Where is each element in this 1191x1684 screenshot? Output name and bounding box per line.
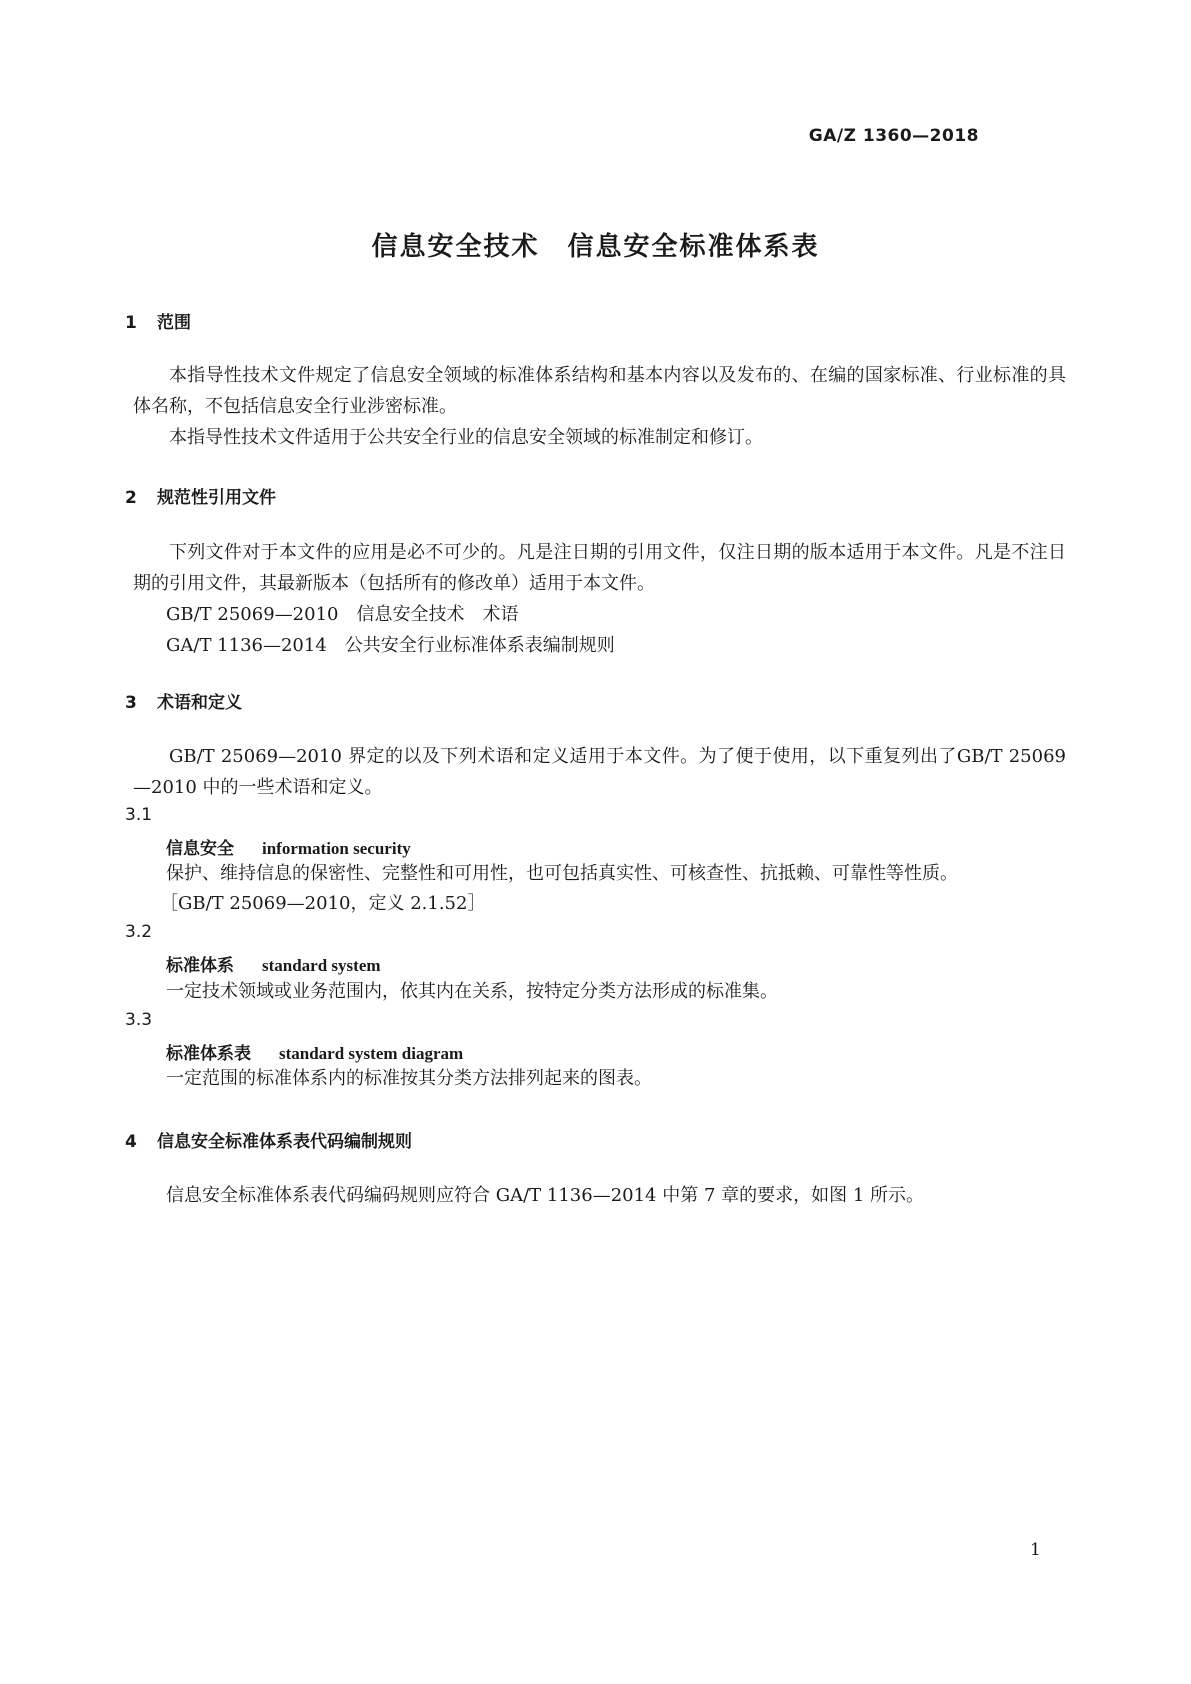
section-2-paragraph-1: 下列文件对于本文件的应用是必不可少的。凡是注日期的引用文件，仅注日期的版本适用于本文件。凡是不注日期的引用文件，其最新版本（包括所有的修改单）适用于本文件。 bbox=[133, 542, 1066, 594]
document-title: 信息安全技术 信息安全标准体系表 bbox=[371, 232, 820, 262]
term-heading bbox=[166, 834, 411, 859]
section-number: 3 bbox=[125, 693, 137, 713]
section-number: 2 bbox=[125, 488, 137, 508]
section-1-paragraph-1: 本指导性技术文件规定了信息安全领域的标准体系结构和基本内容以及发布的、在编的国家标准、行业标准的具体名称，不包括信息安全行业涉密标准。 bbox=[133, 365, 1066, 417]
section-3-paragraph-1: GB/T 25069—2010 界定的以及下列术语和定义适用于本文件。为了便于使用，以下重复列出了GB/T 25069—2010 中的一些术语和定义。 bbox=[133, 746, 1066, 798]
standard-code: GA/Z 1360—2018 bbox=[808, 126, 979, 146]
section-title: 范围 bbox=[157, 313, 191, 333]
section-1-paragraph-2: 本指导性技术文件适用于公共安全行业的信息安全领域的标准制定和修订。 bbox=[169, 427, 763, 448]
section-3-heading bbox=[125, 688, 242, 713]
term-number: 3.3 bbox=[125, 1010, 153, 1030]
section-title: 信息安全标准体系表代码编制规则 bbox=[157, 1132, 412, 1152]
term-heading bbox=[166, 951, 381, 976]
term-heading bbox=[166, 1039, 463, 1064]
term-chinese: 标准体系 bbox=[166, 956, 234, 976]
section-1-heading bbox=[125, 308, 191, 333]
term-english: information security bbox=[262, 839, 411, 858]
normative-reference: GB/T 25069—2010 信息安全技术 术语 bbox=[166, 604, 519, 625]
section-4-paragraph-1: 信息安全标准体系表代码编码规则应符合 GA/T 1136—2014 中第 7 章的要求，如图 1 所示。 bbox=[166, 1185, 925, 1206]
section-number: 1 bbox=[125, 313, 137, 333]
term-definition: 一定技术领域或业务范围内，依其内在关系，按特定分类方法形成的标准集。 bbox=[166, 981, 778, 1002]
normative-reference: GA/T 1136—2014 公共安全行业标准体系表编制规则 bbox=[166, 635, 615, 656]
section-title: 术语和定义 bbox=[157, 693, 242, 713]
section-title: 规范性引用文件 bbox=[157, 488, 276, 508]
term-chinese: 标准体系表 bbox=[166, 1044, 251, 1064]
term-english: standard system diagram bbox=[279, 1044, 464, 1063]
term-source: ［GB/T 25069—2010，定义 2.1.52］ bbox=[160, 893, 486, 914]
term-number: 3.2 bbox=[125, 922, 153, 942]
section-2-heading bbox=[125, 483, 276, 508]
term-number: 3.1 bbox=[125, 805, 153, 825]
term-definition: 一定范围的标准体系内的标准按其分类方法排列起来的图表。 bbox=[166, 1068, 652, 1089]
term-chinese: 信息安全 bbox=[166, 839, 234, 859]
term-definition: 保护、维持信息的保密性、完整性和可用性，也可包括真实性、可核查性、抗抵赖、可靠性等性质。 bbox=[166, 863, 958, 884]
term-english: standard system bbox=[262, 956, 381, 975]
page-number: 1 bbox=[1030, 1540, 1041, 1560]
section-4-heading bbox=[125, 1127, 412, 1152]
section-number: 4 bbox=[125, 1132, 137, 1152]
